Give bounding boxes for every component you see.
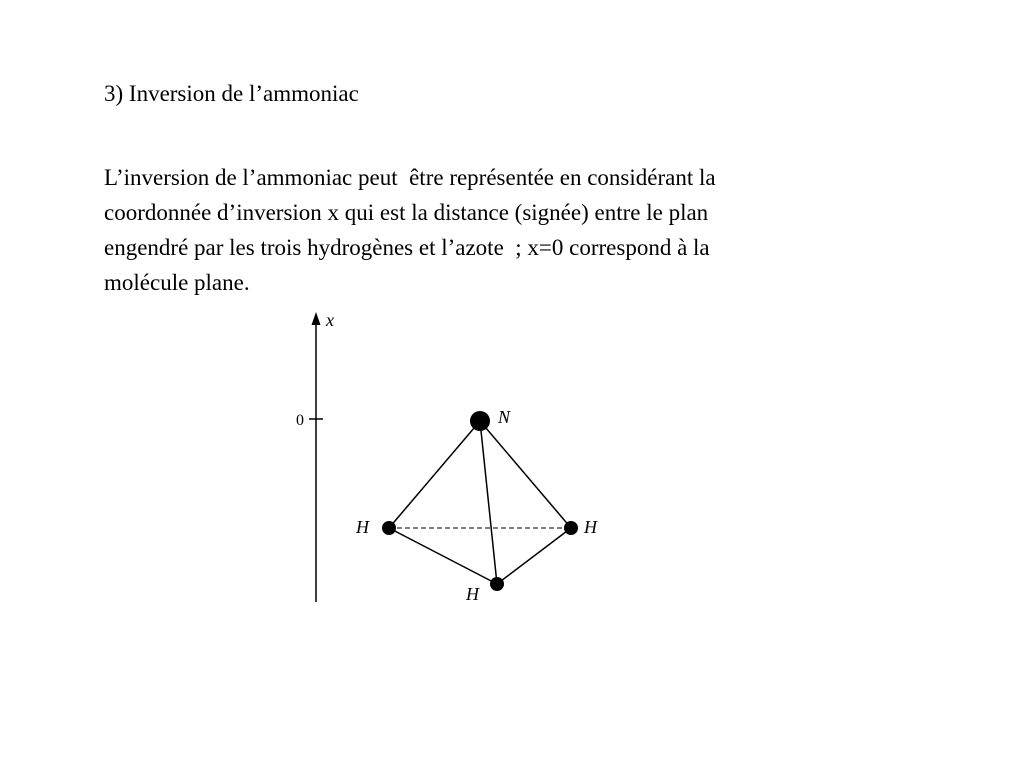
hydrogen-left-label: H: [356, 517, 369, 537]
hydrogen-right-label: H: [584, 517, 597, 537]
slide-heading: 3) Inversion de l’ammoniac: [104, 81, 359, 106]
bond-n-h-right: [480, 421, 571, 528]
paragraph-line: molécule plane.: [104, 270, 250, 295]
edge-h-left-h-bottom: [389, 528, 497, 584]
hydrogen-atom-right: [564, 521, 578, 535]
hydrogen-atom-bottom: [490, 577, 504, 591]
paragraph-line: coordonnée d’inversion x qui est la distance (signée) entre le plan: [104, 200, 709, 225]
bond-n-h-bottom: [480, 421, 497, 584]
molecule-bonds: [389, 421, 571, 584]
hydrogen-bottom-label: H: [466, 584, 479, 604]
edge-h-right-h-bottom: [497, 528, 571, 584]
paragraph-line: engendré par les trois hydrogènes et l’azote ; x=0 correspond à la: [104, 235, 710, 260]
x-axis-label: x: [326, 310, 334, 330]
hydrogen-atom-left: [382, 521, 396, 535]
zero-tick-label: 0: [296, 412, 304, 429]
x-axis-arrowhead: [312, 312, 321, 325]
nitrogen-atom: [470, 411, 490, 431]
paragraph-line: L’inversion de l’ammoniac peut être représentée en considérant la: [104, 165, 716, 190]
atom-labels: [355, 407, 598, 604]
bond-n-h-left: [389, 421, 480, 528]
nitrogen-label: N: [498, 407, 511, 427]
x-axis: [296, 310, 334, 602]
